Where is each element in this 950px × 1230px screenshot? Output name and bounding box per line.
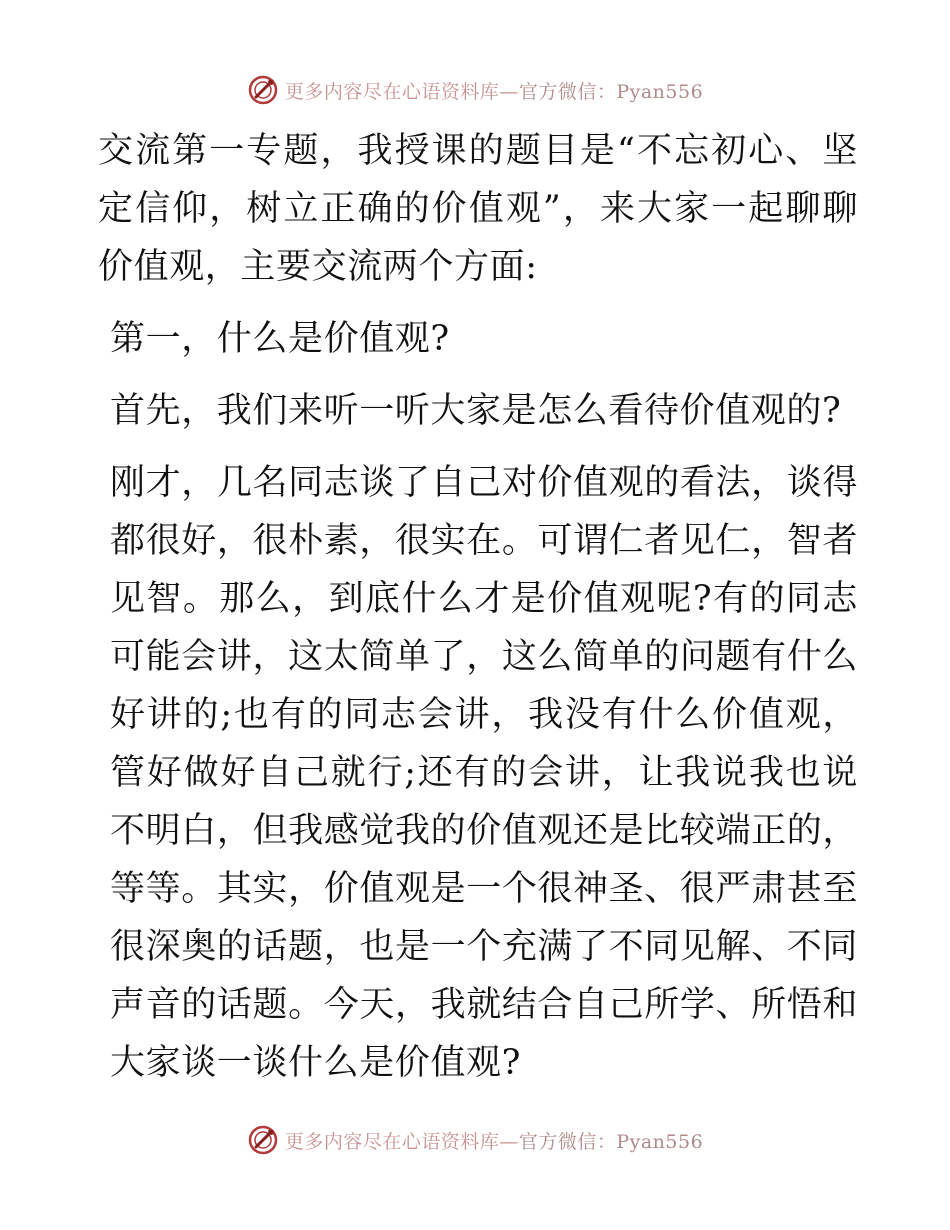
logo-icon (247, 74, 279, 106)
paragraph-intro: 交流第一专题，我授课的题目是“不忘初心、坚定信仰，树立正确的价值观”，来大家一起聊聊价值观，主要交流两个方面: (98, 131, 858, 287)
watermark-text (285, 77, 703, 104)
footer-watermark (0, 1120, 950, 1160)
watermark-wechat: 官方微信：Pyan556 (518, 80, 704, 103)
watermark-wechat: 官方微信：Pyan556 (518, 1130, 704, 1153)
header-watermark (0, 70, 950, 110)
paragraph-question: 首先，我们来听一听大家是怎么看待价值观的? (110, 391, 842, 431)
paragraph-discussion: 刚才，几名同志谈了自己对价值观的看法，谈得都很好，很朴素，很实在。可谓仁者见仁，智者见智。那么，到底什么才是价值观呢?有的同志可能会讲，这太简单了，这么简单的问题有什么好讲的;也有的同志会讲，我没有什么价值观，管好做好自己就行;还有的会讲，让我说我也说不明白，但我感觉我的价值观还是比较端正的，等等。其实，价值观是一个很神圣、很严肃甚至很深奥的话题，也是一个充满了不同见解、不同声音的话题。今天，我就结合自己所学、所悟和大家谈一谈什么是价值观? (110, 463, 858, 1083)
document-body (98, 122, 858, 1092)
section-heading-first: 第一，什么是价值观? (110, 319, 450, 359)
watermark-text (285, 1127, 703, 1154)
watermark-site: 更多内容尽在心语资料库— (284, 1130, 519, 1153)
watermark-site: 更多内容尽在心语资料库— (284, 80, 519, 103)
logo-icon (247, 1124, 279, 1156)
